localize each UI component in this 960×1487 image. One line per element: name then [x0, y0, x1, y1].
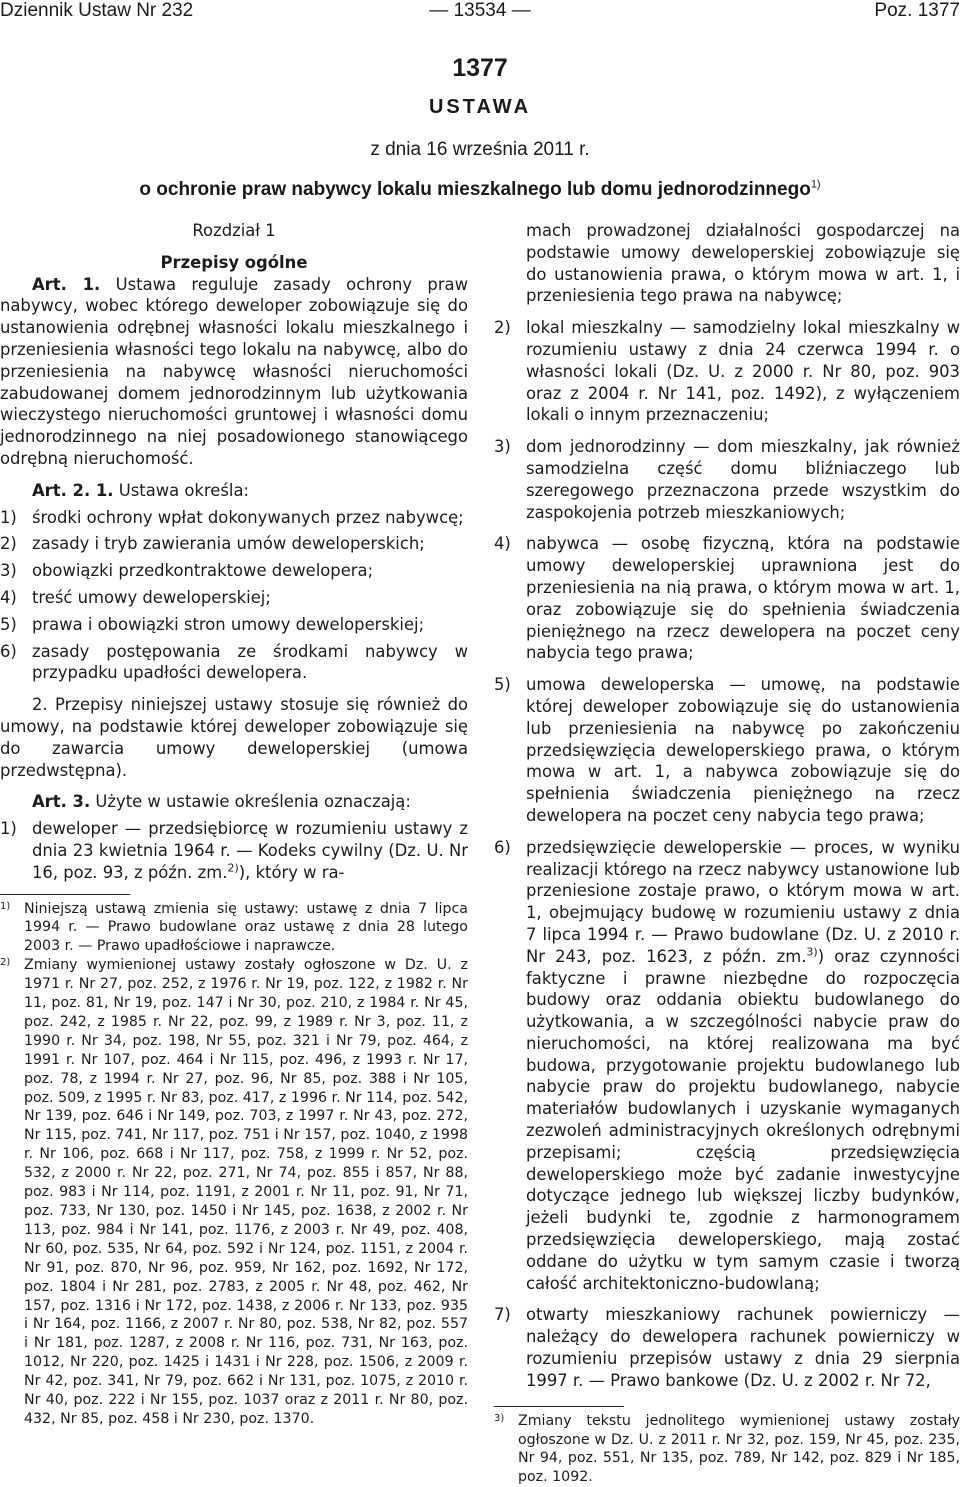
chapter-label: Rozdział 1 — [192, 221, 276, 240]
article-2-label: Art. 2. 1. — [32, 480, 114, 500]
article-3-item-7 — [494, 1304, 960, 1391]
article-3-item-4 — [494, 533, 960, 664]
list-text-part: przedsięwzięcie deweloperskie — proces, w wyniku realizacji którego na rzecz nabywcy ustanowione lub przeniesione zostaje prawo, o którym mowa w art. 1, obejmujący budowę w rozumieniu ustawy z dnia 7 lipca 1994 r. — Prawo budowlane (Dz. U. z 2010 r. Nr 243, poz. 1623, z późn. zm. — [526, 837, 960, 966]
footnote-ref-3: 3) — [806, 945, 818, 959]
article-2-intro — [0, 480, 468, 502]
article-2-item-5 — [0, 614, 468, 636]
footnote-2 — [0, 956, 468, 1429]
list-number: 3) — [0, 561, 17, 581]
list-number: 2) — [0, 534, 17, 554]
list-text: umowa deweloperska — umowę, na podstawie której deweloper zobowiązuje się do ustanowienia lub przeniesienia na nabywcę po zakończeniu przedsięwzięcia deweloperskiego prawa, o którym mowa w art. 1, a nabywca zobowiązuje się do spełnienia świadczenia pieniężnego na rzecz dewelopera na poczet ceny nabycia tego prawa; — [526, 675, 960, 825]
act-title-text: o ochronie praw nabywcy lokalu mieszkalnego lub domu jednorodzinnego — [139, 179, 811, 200]
list-number: 5) — [494, 675, 511, 695]
article-2-item-1 — [0, 507, 468, 529]
list-text: prawa i obowiązki stron umowy deweloperskiej; — [32, 614, 425, 634]
article-1-label: Art. 1. — [32, 274, 101, 294]
footnote-ref-2: 2) — [227, 861, 239, 875]
list-text-part: ) oraz czynności faktyczne i prawne niezbędne do rozpoczęcia budowy oraz oddania obiektu budowlanego do użytkowania, a w szczególności nabycie praw do nieruchomości, na której realizowana ma być budowa, przygotowanie projektu budowlanego lub nabycie praw do projektu budowlanego, nabycie materiałów budowlanych i uzyskanie wymaganych zezwoleń administracyjnych określonych odrębnymi przepisami; częścią przedsięwzięcia deweloperskiego może być zadanie inwestycyjne dotyczące jednego lub większej liczby budynków, jeżeli budynki te, zgodnie z harmonogramem przedsięwzięcia deweloperskiego, mają zostać oddane do użytku w tym samym czasie i tworzą całość architektoniczno-budowlaną; — [526, 946, 960, 1293]
article-2-item-3 — [0, 560, 468, 582]
position-number: Poz. 1377 — [874, 0, 960, 21]
act-number: 1377 — [452, 54, 508, 82]
article-3-intro — [0, 791, 468, 813]
article-3-item-5 — [494, 674, 960, 827]
article-2-intro-text: Ustawa określa: — [118, 480, 250, 500]
chapter-heading: Przepisy ogólne — [160, 252, 308, 272]
list-number: 1) — [0, 819, 17, 839]
article-2-paragraph-2: 2. Przepisy niniejszej ustawy stosuje się również do umowy, na podstawie której deweloper zobowiązuje się do zawarcia umowy deweloperskiej (umowa przedwstępna). — [0, 695, 468, 780]
list-number: 7) — [494, 1305, 511, 1325]
footnote-3 — [494, 1412, 960, 1487]
footnote-mark: 2) — [0, 957, 11, 969]
article-3-item-1-continuation: mach prowadzonej działalności gospodarczej na podstawie umowy deweloperskiej zobowiązuje się do ustanowienia prawa, o którym mowa w art. 1, i przeniesienia tego prawa na nabywcę; — [526, 221, 960, 306]
article-3-intro-text: Użyte w ustawie określenia oznaczają: — [95, 792, 411, 812]
page-header — [0, 0, 960, 26]
page-number: — 13534 — — [429, 0, 531, 21]
list-text: otwarty mieszkaniowy rachunek powierniczy — należący do dewelopera rachunek powierniczy w rozumieniu przepisów ustawy z dnia 29 sierpnia 1997 r. — Prawo bankowe (Dz. U. z 2002 r. Nr 72, — [526, 1305, 960, 1390]
act-kind: USTAWA — [428, 96, 532, 118]
footnote-ref-1: 1) — [810, 178, 821, 191]
article-3-label: Art. 3. — [32, 792, 91, 812]
act-date: z dnia 16 września 2011 r. — [370, 139, 590, 160]
article-3-item-1 — [0, 818, 468, 883]
article-3-item-6 — [494, 837, 960, 1295]
article-1-text: Ustawa reguluje zasady ochrony praw nabywcy, wobec którego deweloper zobowiązuje się do ustanowienia odrębnej własności lokalu mieszkalnego i przeniesienia własności tego lokalu na nabywcę, albo do przeniesienia na nabywcę własności nieruchomości zabudowanej domem jednorodzinnym lub użytkowania wieczystego nieruchomości gruntowej i własności domu jednorodzinnego na niej posadowionego stanowiącego odrębną nieruchomość. — [0, 274, 469, 468]
article-2-item-4 — [0, 587, 468, 609]
list-number: 4) — [494, 534, 511, 554]
footnote-mark: 3) — [494, 1412, 505, 1424]
left-column — [0, 220, 468, 1429]
list-number: 6) — [0, 641, 17, 661]
list-text-part: ), który w ra- — [238, 862, 345, 882]
article-2-item-2 — [0, 533, 468, 555]
footnote-text: Zmiany tekstu jednolitego wymienionej ustawy zostały ogłoszone w Dz. U. z 2011 r. Nr 32, poz. 159, Nr 45, poz. 235, Nr 94, poz. 551, Nr 135, poz. 789, Nr 142, poz. 829 i Nr 185, poz. 1092. — [518, 1412, 960, 1486]
list-number: 6) — [494, 837, 511, 857]
journal-name: Dziennik Ustaw Nr 232 — [0, 0, 194, 21]
list-text: zasady i tryb zawierania umów deweloperskich; — [32, 534, 425, 554]
list-text — [526, 837, 960, 1295]
list-text: dom jednorodzinny — dom mieszkalny, jak również samodzielna część domu bliźniaczego lub szeregowego przeznaczona przede wszystkim do zaspokojenia potrzeb mieszkaniowych; — [526, 437, 960, 522]
list-text-part: deweloper — przedsiębiorcę w rozumieniu ustawy z dnia 23 kwietnia 1964 r. — Kodeks cywilny (Dz. U. Nr 16, poz. 93, z późn. zm. — [32, 819, 468, 882]
article-1 — [0, 274, 468, 470]
list-number: 2) — [494, 318, 511, 338]
footnote-mark: 1) — [0, 900, 11, 912]
list-text: środki ochrony wpłat dokonywanych przez nabywcę; — [32, 507, 464, 527]
list-text: treść umowy deweloperskiej; — [32, 587, 271, 607]
list-text: lokal mieszkalny — samodzielny lokal mieszkalny w rozumieniu ustawy z dnia 24 czerwca 1994 r. o własności lokali (Dz. U. z 2000 r. Nr 80, poz. 903 oraz z 2004 r. Nr 141, poz. 1492), z wyłączeniem lokali o innym przeznaczeniu; — [526, 318, 960, 425]
act-title — [0, 179, 960, 201]
list-number: 4) — [0, 587, 17, 607]
right-column — [494, 220, 960, 1487]
list-number: 1) — [0, 507, 17, 527]
list-number: 3) — [494, 437, 511, 457]
footnote-1 — [0, 900, 468, 957]
list-text: obowiązki przedkontraktowe dewelopera; — [32, 561, 374, 581]
footnotes — [0, 900, 468, 1429]
list-text — [32, 818, 468, 883]
article-3-item-2 — [494, 317, 960, 426]
article-3-item-3 — [494, 436, 960, 523]
footnote-text: Niniejszą ustawą zmienia się ustawy: ustawę z dnia 7 lipca 1994 r. — Prawo budowlane oraz ustawę z dnia 28 lutego 2003 r. — Prawo upadłościowe i naprawcze. — [24, 900, 468, 955]
list-text: nabywca — osobę fizyczną, która na podstawie umowy deweloperskiej uprawniona jest do przeniesienia na nią prawa, o którym mowa w art. 1, oraz zobowiązuje się do spełnienia świadczenia pieniężnego na rzecz dewelopera na poczet ceny nabycia tego prawa; — [526, 534, 960, 663]
list-number: 5) — [0, 614, 17, 634]
footnotes — [494, 1412, 960, 1487]
footnote-text: Zmiany wymienionej ustawy zostały ogłoszone w Dz. U. z 1971 r. Nr 27, poz. 252, z 1976 r. Nr 19, poz. 122, z 1982 r. Nr 11, poz. 81, Nr 19, poz. 147 i Nr 30, poz. 210, z 1984 r. Nr 45, poz. 242, z 1985 r. Nr 22, poz. 99, z 1989 r. Nr 3, poz. 11, z 1990 r. Nr 34, poz. 198, Nr 55, poz. 321 i Nr 79, poz. 464, z 1991 r. Nr 107, poz. 464 i Nr 115, poz. 496, z 1993 r. Nr 17, poz. 78, z 1994 r. Nr 27, poz. 96, Nr 85, poz. 388 i Nr 105, poz. 509, z 1995 r. Nr 83, poz. 417, z 1996 r. Nr 114, poz. 542, Nr 139, poz. 646 i Nr 149, poz. 703, z 1997 r. Nr 43, poz. 272, Nr 115, poz. 741, Nr 117, poz. 751 i Nr 157, poz. 1040, z 1998 r. Nr 106, poz. 668 i Nr 117, poz. 758, z 1999 r. Nr 52, poz. 532, z 2000 r. Nr 22, poz. 271, Nr 74, poz. 855 i 857, Nr 88, poz. 983 i Nr 114, poz. 1191, z 2001 r. Nr 11, poz. 91, Nr 71, poz. 733, Nr 130, poz. 1450 i Nr 145, poz. 1638, z 2002 r. Nr 113, poz. 984 i Nr 141, poz. 1176, z 2003 r. Nr 49, poz. 408, Nr 60, poz. 535, Nr 64, poz. 592 i Nr 124, poz. 1151, z 2004 r. Nr 91, poz. 870, Nr 96, poz. 959, Nr 162, poz. 1692, Nr 172, poz. 1804 i Nr 281, poz. 2783, z 2005 r. Nr 48, poz. 462, Nr 157, poz. 1316 i Nr 172, poz. 1438, z 2006 r. Nr 133, poz. 935 i Nr 164, poz. 1166, z 2007 r. Nr 80, poz. 538, Nr 82, poz. 557 i Nr 181, poz. 1287, z 2008 r. Nr 116, poz. 731, Nr 163, poz. 1012, Nr 220, poz. 1425 i 1431 i Nr 228, poz. 1506, z 2009 r. Nr 42, poz. 341, Nr 79, poz. 662 i Nr 131, poz. 1075, z 2010 r. Nr 40, poz. 222 i Nr 155, poz. 1037 oraz z 2011 r. Nr 80, poz. 432, Nr 85, poz. 458 i Nr 230, poz. 1370. — [24, 957, 468, 1427]
article-2-item-6 — [0, 641, 468, 685]
list-text: zasady postępowania ze środkami nabywcy w przypadku upadłości dewelopera. — [32, 641, 468, 683]
